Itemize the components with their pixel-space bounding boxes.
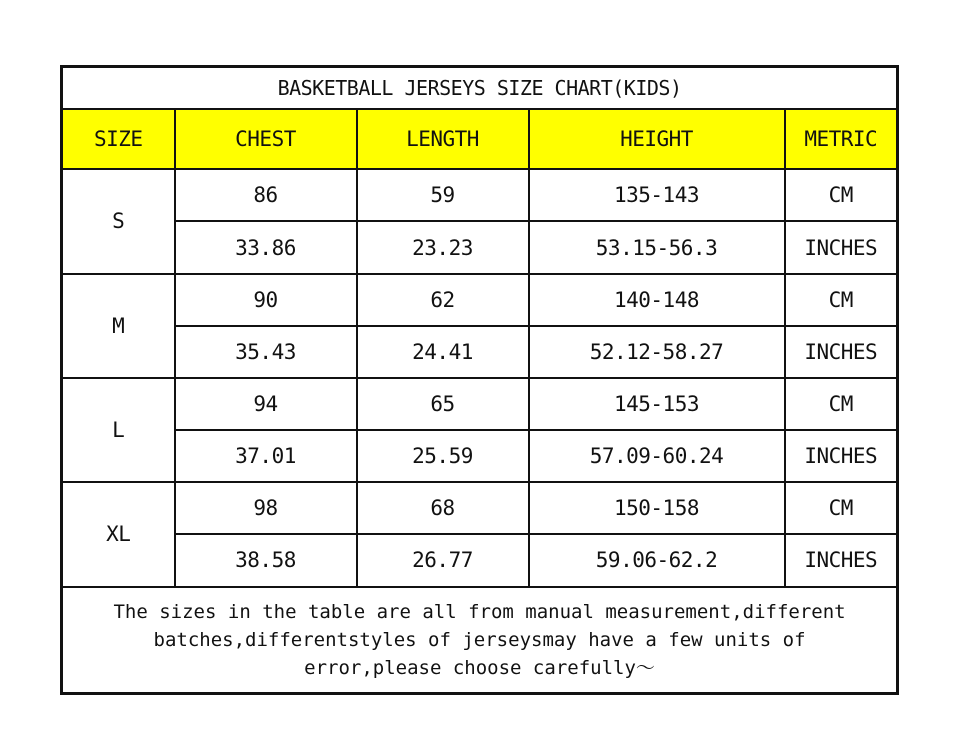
length-cm-cell: 68 [357,482,529,534]
header-metric: METRIC [785,109,898,169]
height-inches-cell: 52.12-58.27 [529,326,785,378]
table-row [62,430,898,482]
note-line-1: The sizes in the table are all from manual measurement,different [113,600,846,623]
table-row [62,326,898,378]
note-line-3: error,please choose carefully～ [304,656,655,679]
size-label-cell: XL [62,482,175,586]
height-cm-cell: 135-143 [529,169,785,221]
note-line-2: batches,differentstyles of jerseysmay have a few units of [153,628,806,651]
header-row [62,109,898,169]
chest-cm-cell: 94 [175,378,357,430]
metric-cm-cell: CM [785,274,898,326]
length-inches-cell: 26.77 [357,534,529,586]
metric-cm-cell: CM [785,169,898,221]
chest-cm-cell: 86 [175,169,357,221]
measurement-note [62,587,898,694]
height-cm-cell: 145-153 [529,378,785,430]
table-row [62,221,898,273]
table-row [62,534,898,586]
chest-cm-cell: 90 [175,274,357,326]
height-cm-cell: 140-148 [529,274,785,326]
chest-inches-cell: 35.43 [175,326,357,378]
length-inches-cell: 25.59 [357,430,529,482]
size-label-cell: S [62,169,175,273]
length-inches-cell: 24.41 [357,326,529,378]
length-cm-cell: 62 [357,274,529,326]
table-row [62,169,898,221]
table-row [62,482,898,534]
height-cm-cell: 150-158 [529,482,785,534]
chest-inches-cell: 33.86 [175,221,357,273]
chest-cm-cell: 98 [175,482,357,534]
length-inches-cell: 23.23 [357,221,529,273]
chart-title: BASKETBALL JERSEYS SIZE CHART(KIDS) [62,67,898,110]
size-label-cell: M [62,274,175,378]
height-inches-cell: 53.15-56.3 [529,221,785,273]
metric-inches-cell: INCHES [785,221,898,273]
metric-cm-cell: CM [785,378,898,430]
table-row [62,274,898,326]
size-chart-table [60,65,899,695]
chest-inches-cell: 37.01 [175,430,357,482]
length-cm-cell: 65 [357,378,529,430]
metric-cm-cell: CM [785,482,898,534]
metric-inches-cell: INCHES [785,326,898,378]
metric-inches-cell: INCHES [785,534,898,586]
table-row [62,378,898,430]
header-size: SIZE [62,109,175,169]
length-cm-cell: 59 [357,169,529,221]
header-length: LENGTH [357,109,529,169]
chest-inches-cell: 38.58 [175,534,357,586]
metric-inches-cell: INCHES [785,430,898,482]
header-chest: CHEST [175,109,357,169]
note-row [62,587,898,694]
title-row [62,67,898,110]
header-height: HEIGHT [529,109,785,169]
height-inches-cell: 59.06-62.2 [529,534,785,586]
height-inches-cell: 57.09-60.24 [529,430,785,482]
size-label-cell: L [62,378,175,482]
